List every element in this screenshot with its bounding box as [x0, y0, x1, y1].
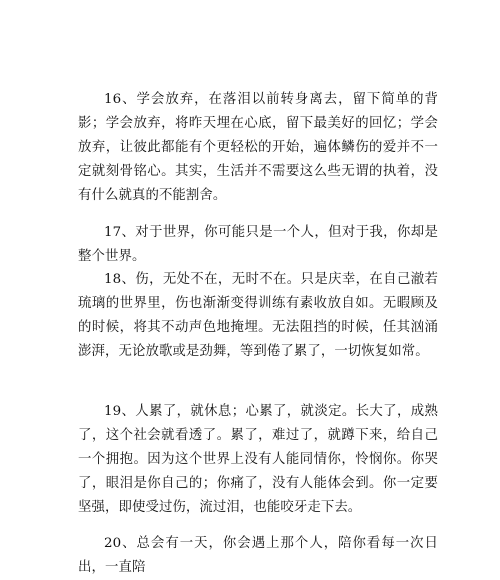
paragraph-17: 17、对于世界，你可能只是一个人，但对于我，你却是整个世界。 — [78, 225, 438, 264]
paragraph-16: 16、学会放弃，在落泪以前转身离去，留下简单的背影；学会放弃，将昨天埋在心底，留下最美好的回忆；学会放弃，让彼此都能有个更轻松的开始，遍体鳞伤的爱并不一定就刻骨铭心。其实，生活并不需要这么些无谓的执着，没有什么就真的不能割舍。 — [78, 92, 438, 203]
paragraph-19: 19、人累了，就休息；心累了，就淡定。长大了，成熟了，这个社会就看透了。累了，难过了，就蹲下来，给自己一个拥抱。因为这个世界上没有人能同情你，怜悯你。你哭了，眼泪是你自己的；你痛了，没有人能体会到。你一定要坚强，即使受过伤，流过泪，也能咬牙走下去。 — [78, 404, 438, 515]
paragraph-20: 20、总会有一天，你会遇上那个人，陪你看每一次日出，一直陪 — [78, 536, 438, 575]
paragraph-18: 18、伤，无处不在，无时不在。只是庆幸，在自己澈若琉璃的世界里，伤也渐渐变得训练有素收放自如。无暇顾及的时候，将其不动声色地掩埋。无法阻挡的时候，任其汹涌澎湃，无论放歌或是劲舞，等到倦了累了，一切恢复如常。 — [78, 272, 438, 359]
